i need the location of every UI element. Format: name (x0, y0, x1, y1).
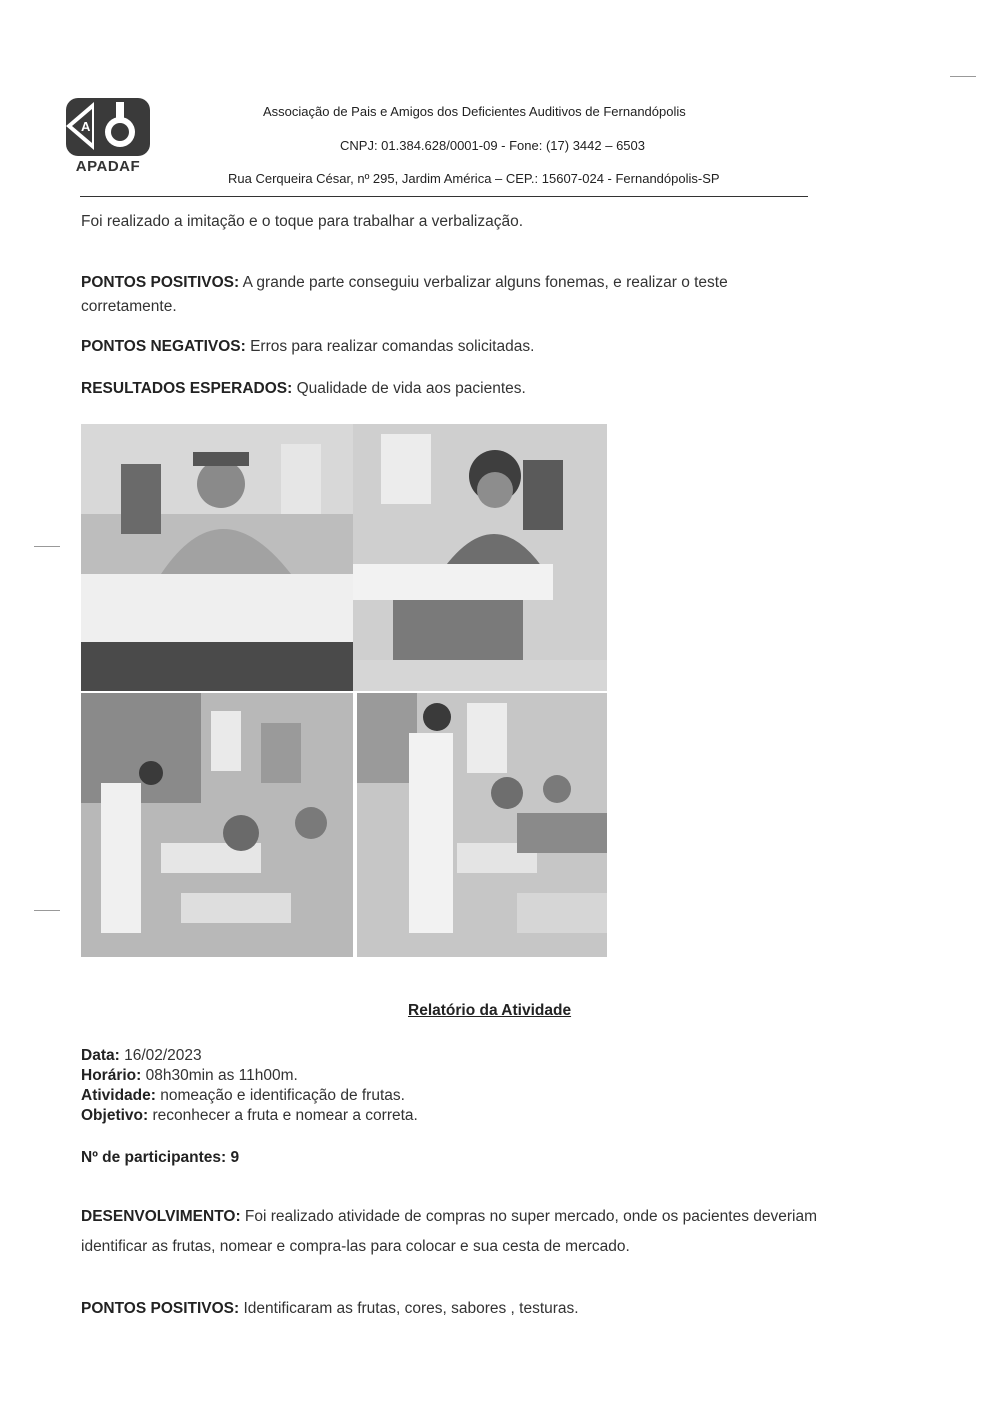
positives-paragraph (81, 273, 881, 293)
objective-value: reconhecer a fruta e nomear a correta. (148, 1107, 418, 1124)
photo-classroom-left (81, 693, 353, 957)
activity-value: nomeação e identificação de frutas. (155, 1087, 405, 1104)
objective-line (81, 1106, 418, 1126)
report-positives-text: Identificaram as frutas, cores, sabores , testuras. (239, 1300, 579, 1317)
negatives-text: Erros para realizar comandas solicitadas. (245, 338, 535, 355)
expected-paragraph (81, 379, 526, 399)
time-value: 08h30min as 11h00m. (141, 1067, 298, 1084)
apadaf-logo (64, 96, 152, 176)
date-label: Data: (81, 1047, 120, 1064)
photo-man-at-desk (81, 424, 353, 691)
objective-label: Objetivo: (81, 1107, 149, 1124)
time-label: Horário: (81, 1067, 142, 1084)
positives-continuation: corretamente. (81, 298, 177, 315)
development-paragraph (81, 1207, 941, 1227)
scan-mark (34, 910, 60, 911)
address: Rua Cerqueira César, nº 295, Jardim América – CEP.: 15607-024 - Fernandópolis-SP (228, 171, 720, 186)
date-value: 16/02/2023 (119, 1047, 202, 1064)
photo-classroom-right (357, 693, 607, 957)
svg-text:A: A (81, 119, 91, 134)
scan-mark (34, 546, 60, 547)
org-name: Associação de Pais e Amigos dos Deficientes Auditivos de Fernandópolis (263, 104, 686, 119)
logo-text: APADAF (75, 158, 141, 175)
photo-woman-at-desk (353, 424, 607, 691)
expected-label: RESULTADOS ESPERADOS: (81, 380, 293, 397)
positives-text: A grande parte conseguiu verbalizar alguns fonemas, e realizar o teste (239, 274, 728, 291)
cnpj-phone: CNPJ: 01.384.628/0001-09 - Fone: (17) 3442 – 6503 (340, 138, 645, 153)
participants-count: Nº de participantes: 9 (81, 1149, 240, 1166)
development-continuation: identificar as frutas, nomear e compra-las para colocar e sua cesta de mercado. (81, 1238, 630, 1255)
scan-mark (950, 76, 976, 77)
report-title: Relatório da Atividade (408, 1002, 572, 1019)
activity-label: Atividade: (81, 1087, 156, 1104)
report-positives-label: PONTOS POSITIVOS: (81, 1300, 240, 1317)
header-divider (80, 196, 808, 197)
negatives-label: PONTOS NEGATIVOS: (81, 338, 246, 355)
expected-text: Qualidade de vida aos pacientes. (292, 380, 526, 397)
activity-line (81, 1086, 405, 1106)
intro-text: Foi realizado a imitação e o toque para trabalhar a verbalização. (81, 213, 524, 230)
positives-label: PONTOS POSITIVOS: (81, 274, 240, 291)
report-positives-paragraph (81, 1299, 579, 1319)
negatives-paragraph (81, 337, 534, 357)
development-label: DESENVOLVIMENTO: (81, 1208, 241, 1225)
date-line (81, 1046, 202, 1066)
development-text: Foi realizado atividade de compras no super mercado, onde os pacientes deveriam (240, 1208, 818, 1225)
time-line (81, 1066, 298, 1086)
